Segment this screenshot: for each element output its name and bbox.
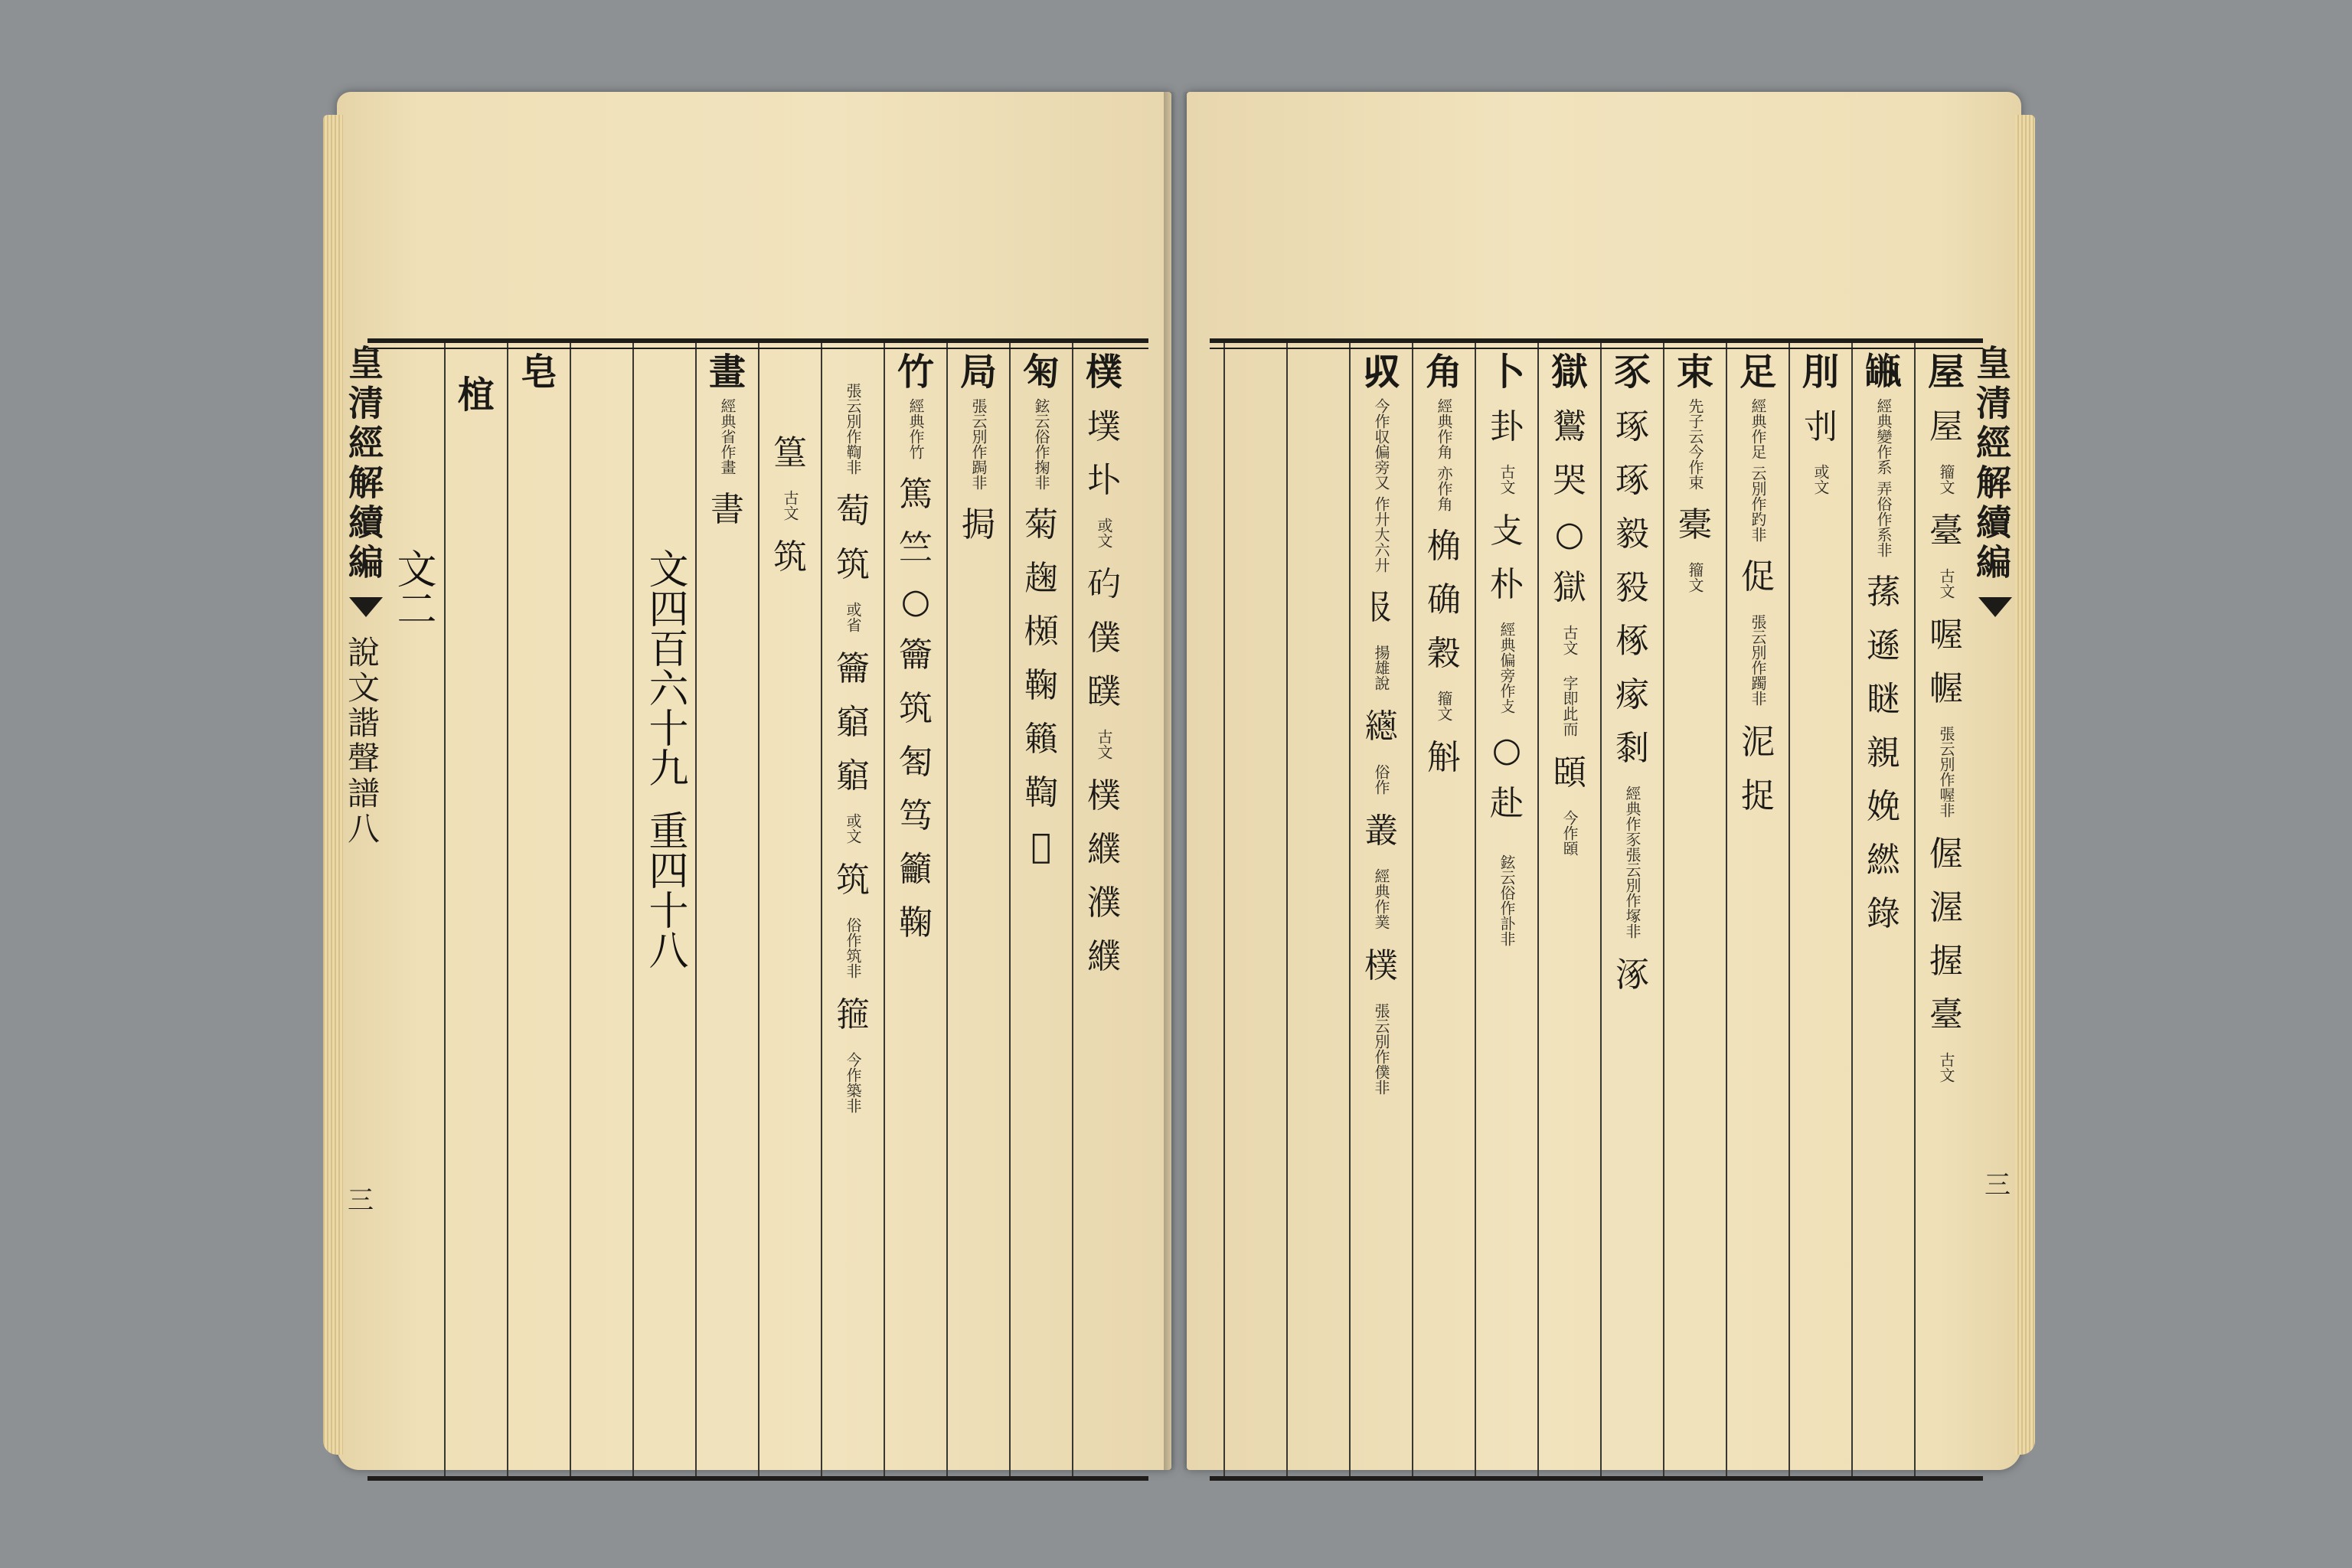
- note: 張云別作鞫非: [844, 383, 862, 475]
- char: 籥: [899, 635, 933, 675]
- r-column-4-head: 足: [1739, 351, 1776, 394]
- text-frame-right: [1210, 338, 1983, 1481]
- char: 籲: [899, 850, 933, 889]
- column-4-head: 竹: [897, 351, 934, 394]
- char: 攴: [1490, 511, 1524, 550]
- r-column-7: [1537, 343, 1600, 1476]
- note: 古文: [1095, 729, 1113, 760]
- char: 籟: [1024, 720, 1058, 759]
- margin-subtitle-left: 說文諧聲譜八: [343, 635, 381, 847]
- char: 偓: [1929, 835, 1963, 874]
- char: 頣: [1553, 753, 1586, 792]
- note: 張云別作喔非: [1937, 726, 1955, 818]
- char: 竆: [836, 703, 870, 742]
- char: 椓: [1615, 622, 1649, 661]
- note: 經典偏旁作攴: [1498, 622, 1516, 714]
- char: 瘃: [1615, 675, 1649, 714]
- char: 赴: [1490, 784, 1524, 823]
- note: 籀文: [1435, 691, 1453, 721]
- note: 或文: [1811, 464, 1830, 495]
- column-10-head: 皂: [520, 351, 557, 394]
- r-column-8-head: 卜: [1488, 351, 1525, 394]
- note: 鉉云俗作掬非: [1032, 398, 1050, 490]
- char: 竆: [836, 756, 870, 795]
- note: 弄俗作系非: [1874, 481, 1893, 557]
- column-11: [444, 343, 507, 1476]
- char: ○: [1554, 514, 1585, 554]
- char: 鞫: [1024, 773, 1058, 812]
- char: 确: [1427, 580, 1461, 619]
- char: 渥: [1929, 888, 1963, 927]
- note: 或省: [844, 602, 862, 632]
- open-book: [337, 92, 2021, 1470]
- char: 促: [1741, 557, 1775, 596]
- char: 筑: [899, 689, 933, 728]
- left-page: [337, 92, 1171, 1470]
- char: 墣: [1087, 407, 1121, 446]
- char: 𠬝: [1364, 588, 1398, 627]
- folio-right: 三: [1984, 1170, 2011, 1200]
- char: 獄: [1553, 568, 1586, 607]
- r-column-3: [1788, 343, 1851, 1476]
- note: 經典作菐: [1372, 868, 1390, 929]
- note: 作廾大六廾: [1372, 496, 1390, 573]
- char: 握: [1929, 942, 1963, 981]
- summary-count: 文四百六十九: [642, 548, 688, 787]
- r-column-9: [1412, 343, 1475, 1476]
- char: 繎: [1867, 841, 1900, 880]
- column-12: [381, 343, 444, 1476]
- r-column-1: [1914, 343, 1977, 1476]
- char: ○: [900, 582, 931, 621]
- char: 書: [710, 490, 744, 529]
- note: 古文: [1937, 1052, 1955, 1083]
- char: 橐: [1678, 505, 1712, 544]
- column-3-head: 局: [959, 351, 997, 394]
- note: 古文: [1560, 625, 1579, 655]
- char: 纀: [1087, 830, 1121, 869]
- char: 卦: [1490, 407, 1524, 446]
- char: 纀: [1087, 937, 1121, 976]
- char: 濮: [1087, 884, 1121, 923]
- margin-title-right: 皇清經解續編: [1971, 345, 2012, 583]
- note: 張云別作躅非: [1749, 614, 1767, 706]
- summary-small: 文二: [390, 548, 436, 628]
- char: 圤: [1087, 461, 1121, 500]
- char: 鞠: [1024, 666, 1058, 705]
- column-3: [946, 343, 1009, 1476]
- char: 籥: [836, 649, 870, 688]
- char: 朴: [1490, 565, 1524, 604]
- char: 𩓡: [1024, 612, 1058, 652]
- note: 張云別作僕非: [1372, 1003, 1390, 1095]
- r-column-5: [1663, 343, 1726, 1476]
- column-6: [758, 343, 821, 1476]
- note: 俗作筑非: [844, 917, 862, 978]
- column-2: [1009, 343, 1072, 1476]
- char: 竺: [899, 528, 933, 567]
- column-5: [821, 343, 884, 1476]
- column-2-head: 匊: [1022, 351, 1060, 394]
- char: 涿: [1615, 956, 1649, 995]
- summary-repeat: 重四十八: [642, 810, 688, 969]
- column-10: [507, 343, 570, 1476]
- char: 臺: [1929, 511, 1963, 550]
- char: 毅: [1615, 514, 1649, 554]
- char: 琢: [1615, 407, 1649, 446]
- char: 樸: [1087, 776, 1121, 815]
- folio-left: 三: [348, 1185, 374, 1216]
- char: 𩍐: [1031, 827, 1052, 866]
- char: 僕: [1087, 619, 1121, 658]
- note: 籀文: [1937, 464, 1955, 495]
- char: 娩: [1867, 787, 1900, 826]
- note: 古文: [1498, 464, 1516, 495]
- char: 捉: [1741, 776, 1775, 815]
- note: 古文: [1937, 568, 1955, 599]
- char: 筑: [836, 861, 870, 900]
- note: 籀文: [1686, 562, 1704, 593]
- char: 菊: [1024, 505, 1058, 544]
- char: 箍: [836, 995, 870, 1034]
- note: 或文: [844, 813, 862, 844]
- column-11-head: 椬: [457, 374, 495, 416]
- char: 幄: [1929, 669, 1963, 708]
- r-column-2-head: 𦉐: [1864, 351, 1902, 394]
- column-8-summary: [632, 343, 695, 1476]
- char: 樸: [1364, 946, 1398, 985]
- char: 𦇎: [1364, 707, 1398, 746]
- note: 今作頣: [1560, 810, 1579, 856]
- note: 經典省作畫: [718, 398, 737, 475]
- note: 或文: [1095, 518, 1113, 548]
- r-column-6: [1600, 343, 1663, 1476]
- char: 挶: [962, 505, 995, 544]
- char: 筑: [773, 537, 807, 577]
- r-column-8: [1475, 343, 1537, 1476]
- r-column-6-head: 豕: [1613, 351, 1651, 394]
- margin-title-left: 皇清經解續編: [343, 345, 384, 583]
- char: 笃: [899, 796, 933, 835]
- r-column-9-head: 角: [1425, 351, 1462, 394]
- r-column-2: [1851, 343, 1914, 1476]
- note: 古文: [781, 490, 799, 521]
- column-7-head: 畫: [708, 351, 746, 394]
- r-column-11: [1286, 343, 1349, 1476]
- char: 鞠: [899, 903, 933, 942]
- char: ○: [1491, 730, 1522, 769]
- note: 今作築非: [844, 1052, 862, 1113]
- char: 趜: [1024, 559, 1058, 598]
- char: 筑: [836, 545, 870, 584]
- char: 錄: [1867, 894, 1900, 933]
- r-column-3-head: 刖: [1802, 351, 1839, 394]
- note: 俗作: [1372, 764, 1390, 795]
- column-1: [1072, 343, 1135, 1476]
- r-column-7-head: 獄: [1550, 351, 1588, 394]
- char: 刌: [1804, 407, 1838, 446]
- char: 篤: [899, 475, 933, 514]
- r-column-10: [1349, 343, 1412, 1476]
- column-1-head: 樸: [1085, 351, 1122, 394]
- char: 䑑: [1087, 672, 1121, 711]
- note: 經典作竹: [906, 398, 925, 459]
- r-column-5-head: 束: [1676, 351, 1713, 394]
- char: 哭: [1553, 461, 1586, 500]
- note: 亦作角: [1435, 466, 1453, 511]
- char: 泥: [1741, 723, 1775, 762]
- char: 鸑: [1553, 407, 1586, 446]
- char: 匒: [899, 743, 933, 782]
- char: 屋: [1929, 407, 1963, 446]
- char: 蓀: [1867, 573, 1900, 612]
- char: 斛: [1427, 738, 1461, 777]
- note: 經典變作系: [1874, 398, 1893, 475]
- char: 桷: [1427, 527, 1461, 566]
- note: 揚雄說: [1372, 645, 1390, 691]
- note: 鉉云俗作訃非: [1498, 854, 1516, 946]
- r-column-1-head: 屋: [1927, 351, 1965, 394]
- note: 經典作角: [1435, 398, 1453, 459]
- char: 喔: [1929, 616, 1963, 655]
- note: 經典作足: [1749, 398, 1767, 459]
- char: 瞇: [1867, 680, 1900, 719]
- char: 遜: [1867, 626, 1900, 665]
- char: 琢: [1615, 461, 1649, 500]
- r-column-10-head: 𠬞: [1362, 351, 1400, 394]
- note: 經典作豕張云別作塚非: [1623, 786, 1642, 939]
- note: 今作収偏旁又: [1372, 398, 1390, 490]
- fishtail-mark-right: [1978, 597, 2012, 617]
- char: 豛: [1615, 568, 1649, 607]
- note: 張云別作跼非: [969, 398, 988, 490]
- char: 㓿: [1615, 729, 1649, 768]
- column-4: [884, 343, 946, 1476]
- text-frame-left: [368, 338, 1148, 1481]
- r-column-4: [1726, 343, 1788, 1476]
- char: 臺: [1929, 995, 1963, 1034]
- char: 穀: [1427, 634, 1461, 673]
- note: 字即此而: [1560, 675, 1579, 737]
- column-9: [570, 343, 632, 1476]
- r-column-12: [1223, 343, 1286, 1476]
- char: 萄: [836, 492, 870, 531]
- char: 親: [1867, 733, 1900, 773]
- char: 𥐝: [1087, 565, 1121, 604]
- column-7: [695, 343, 758, 1476]
- note: 云別作趵非: [1749, 466, 1767, 542]
- char: 叢: [1364, 812, 1398, 851]
- page-edge-right: [2015, 115, 2035, 1455]
- note: 先子云今作束: [1686, 398, 1704, 490]
- char: 篁: [773, 433, 807, 472]
